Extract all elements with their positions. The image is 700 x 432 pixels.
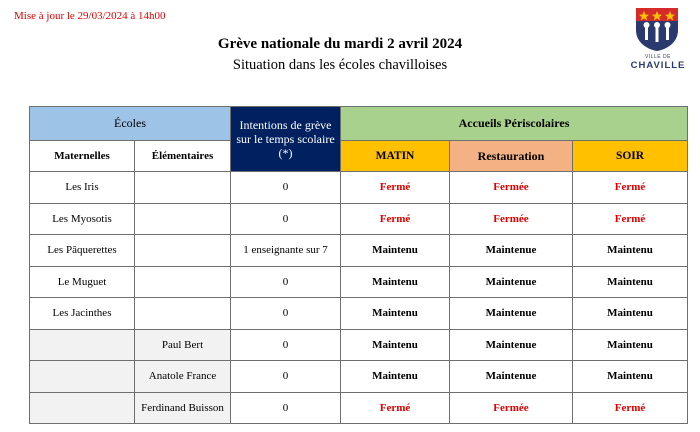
header-ecoles: Écoles: [30, 107, 231, 141]
intention-cell: 0: [231, 392, 341, 424]
coat-of-arms-icon: [634, 6, 680, 52]
intention-cell: 1 enseignante sur 7: [231, 235, 341, 267]
elementaire-cell: Ferdinand Buisson: [135, 392, 231, 424]
elementaire-cell: Anatole France: [135, 361, 231, 393]
matin-status: Maintenu: [341, 361, 450, 393]
restauration-status: Maintenue: [450, 266, 573, 298]
header-accueils: Accueils Périscolaires: [341, 107, 688, 141]
matin-status: Maintenu: [341, 298, 450, 330]
elementaire-cell: [135, 172, 231, 204]
maternelle-cell: Les Jacinthes: [30, 298, 135, 330]
elementaire-cell: [135, 298, 231, 330]
title-block: [0, 36, 700, 74]
maternelle-cell: [30, 392, 135, 424]
matin-status: Fermé: [341, 172, 450, 204]
maternelle-cell: Les Myosotis: [30, 203, 135, 235]
soir-status: Maintenu: [573, 298, 688, 330]
logo-ville-text: VILLE DE: [645, 54, 671, 60]
table-row: [30, 266, 688, 298]
header-restauration: Restauration: [450, 141, 573, 172]
restauration-status: Fermée: [450, 203, 573, 235]
update-timestamp: Mise à jour le 29/03/2024 à 14h00: [14, 10, 166, 22]
restauration-status: Fermée: [450, 172, 573, 204]
soir-status: Maintenu: [573, 266, 688, 298]
table-row: [30, 203, 688, 235]
restauration-status: Maintenue: [450, 235, 573, 267]
intention-cell: 0: [231, 298, 341, 330]
header-maternelles: Maternelles: [30, 141, 135, 172]
soir-status: Fermé: [573, 392, 688, 424]
soir-status: Fermé: [573, 172, 688, 204]
maternelle-cell: Les Iris: [30, 172, 135, 204]
header-intentions: Intentions de grève sur le temps scolaire (*): [231, 107, 341, 172]
chaville-logo: [620, 6, 696, 70]
table-row: [30, 235, 688, 267]
table-row: [30, 329, 688, 361]
matin-status: Maintenu: [341, 329, 450, 361]
elementaire-cell: Paul Bert: [135, 329, 231, 361]
matin-status: Fermé: [341, 203, 450, 235]
maternelle-cell: [30, 329, 135, 361]
schools-status-table: [29, 106, 688, 424]
page-title: Grève nationale du mardi 2 avril 2024: [217, 36, 463, 52]
logo-city-name: CHAVILLE: [630, 60, 686, 71]
table-row: [30, 392, 688, 424]
intention-cell: 0: [231, 266, 341, 298]
page-subtitle: Situation dans les écoles chavilloises: [232, 57, 448, 73]
restauration-status: Maintenue: [450, 329, 573, 361]
intention-cell: 0: [231, 361, 341, 393]
table-row: [30, 361, 688, 393]
soir-status: Maintenu: [573, 235, 688, 267]
intention-cell: 0: [231, 329, 341, 361]
maternelle-cell: [30, 361, 135, 393]
header-matin: MATIN: [341, 141, 450, 172]
header-elementaires: Élémentaires: [135, 141, 231, 172]
header-soir: SOIR: [573, 141, 688, 172]
elementaire-cell: [135, 235, 231, 267]
matin-status: Maintenu: [341, 266, 450, 298]
table-row: [30, 172, 688, 204]
intention-cell: 0: [231, 203, 341, 235]
matin-status: Fermé: [341, 392, 450, 424]
soir-status: Maintenu: [573, 361, 688, 393]
elementaire-cell: [135, 203, 231, 235]
restauration-status: Fermée: [450, 392, 573, 424]
maternelle-cell: Les Pâquerettes: [30, 235, 135, 267]
elementaire-cell: [135, 266, 231, 298]
soir-status: Fermé: [573, 203, 688, 235]
soir-status: Maintenu: [573, 329, 688, 361]
matin-status: Maintenu: [341, 235, 450, 267]
restauration-status: Maintenue: [450, 298, 573, 330]
table-row: [30, 298, 688, 330]
restauration-status: Maintenue: [450, 361, 573, 393]
intention-cell: 0: [231, 172, 341, 204]
maternelle-cell: Le Muguet: [30, 266, 135, 298]
